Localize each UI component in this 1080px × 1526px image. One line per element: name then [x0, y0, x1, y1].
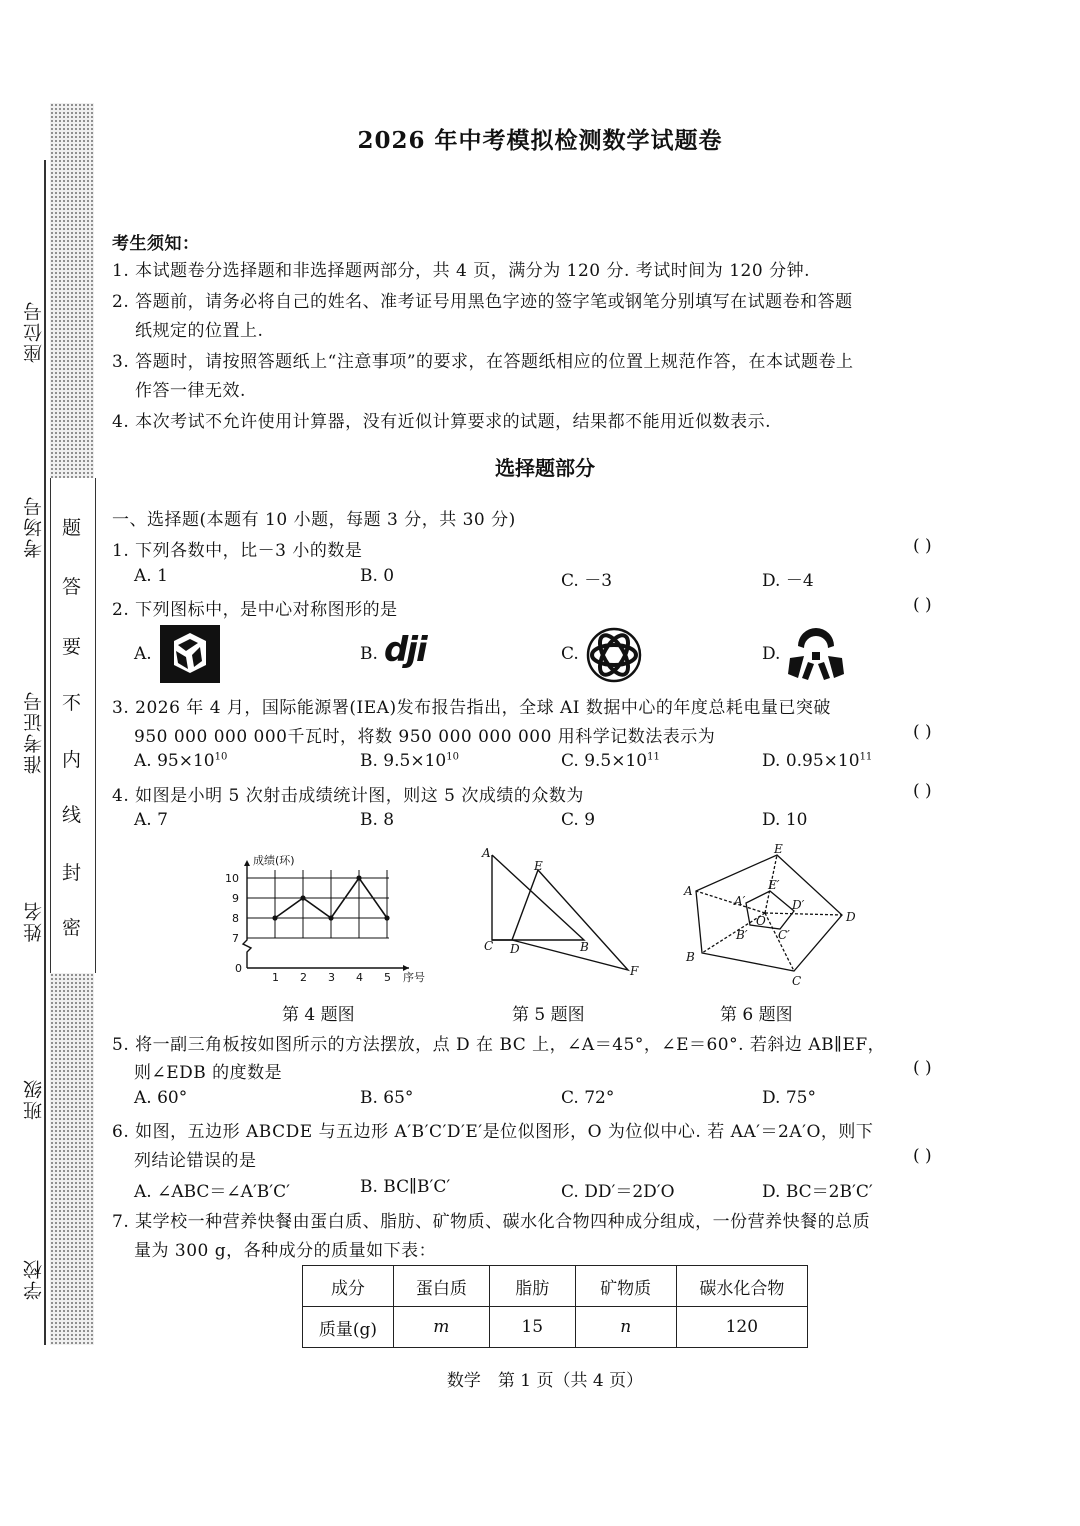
q5-option-d: D. 75°: [762, 1088, 816, 1108]
y-tick-label: 7: [232, 932, 239, 945]
q6-answer-paren: ( ): [913, 1146, 932, 1166]
table-cell: 15: [489, 1307, 575, 1348]
seal-char: 封: [62, 862, 82, 884]
q4-option-b: B. 8: [360, 810, 395, 830]
name-label: 姓名: [23, 900, 45, 942]
fig6-label-B-prime: B′: [736, 928, 748, 942]
exam-room-label: 考场号: [23, 495, 45, 558]
q4-answer-paren: ( ): [913, 781, 932, 801]
q5-stem-line2: 则∠EDB 的度数是: [134, 1063, 283, 1083]
notice-item-4: 4. 本次考试不允许使用计算器，没有近似计算要求的试题，结果都不能用近似数表示.: [112, 412, 772, 432]
seat-number-label: 座位号: [23, 300, 45, 363]
q3-option-c: C. $9.5\times 10^{11}$: [561, 751, 660, 771]
data-point: [300, 895, 305, 900]
fig5-caption: 第 5 题图: [512, 1005, 585, 1025]
fig6-label-B: B: [686, 950, 695, 964]
notice-item-2: 2. 答题前，请务必将自己的姓名、准考证号用黑色字迹的签字笔或钢笔分别填写在试题卷和答题: [112, 292, 853, 312]
table-cell: 蛋白质: [393, 1266, 489, 1307]
q5-option-c: C. 72°: [561, 1088, 615, 1108]
score-line-chart: [225, 848, 445, 983]
table-cell: 成分: [303, 1266, 394, 1307]
fig6-label-A-prime: A′: [734, 894, 746, 908]
q4-option-a: A. 7: [134, 810, 168, 830]
x-tick-label: 1: [272, 971, 279, 983]
y-tick-label: 9: [232, 892, 239, 905]
fig5-label-B: B: [580, 940, 589, 954]
homothetic-pentagons-figure: [682, 843, 862, 991]
y-tick-label: 8: [232, 912, 239, 925]
data-point: [328, 915, 333, 920]
binding-seal-box: [50, 478, 96, 973]
q2-option-a: A.: [134, 644, 152, 664]
table-cell: 脂肪: [489, 1266, 575, 1307]
q6-option-d: D. BC＝2B′C′: [762, 1182, 873, 1202]
q3-option-b: B. $9.5\times 10^{10}$: [360, 751, 459, 771]
q1-option-d: D. －4: [762, 571, 814, 591]
q2-option-b: B.: [360, 644, 378, 664]
chart-title: 成绩(环): [253, 854, 295, 867]
q3-option-a: A. $95\times 10^{10}$: [134, 751, 228, 771]
q4-option-d: D. 10: [762, 810, 808, 830]
q5-option-a: A. 60°: [134, 1088, 188, 1108]
q6-stem-line2: 列结论错误的是: [134, 1151, 257, 1171]
table-row: [303, 1307, 808, 1348]
seal-char: 线: [62, 804, 82, 826]
q6-stem-line1: 6. 如图，五边形 ABCDE 与五边形 A′B′C′D′E′是位似图形，O 为位似中心. 若 AA′＝2A′O，则下: [112, 1122, 874, 1142]
hexagon-logo-icon: [160, 625, 220, 683]
data-point: [272, 915, 277, 920]
binding-strip-bottom: [50, 973, 94, 1345]
q3-stem-line2: 950 000 000 000千瓦时，将数 950 000 000 000 用科学记数法表示为: [134, 727, 716, 747]
seal-char: 题: [62, 517, 82, 539]
q6-option-a: A. ∠ABC＝∠A′B′C′: [134, 1182, 291, 1202]
nutrition-table: [302, 1265, 808, 1348]
origin-label: 0: [235, 962, 242, 975]
fig6-label-D-prime: D′: [792, 898, 805, 912]
binding-strip-top: [50, 103, 94, 478]
q1-stem: 1. 下列各数中，比－3 小的数是: [112, 541, 363, 561]
table-row: [303, 1266, 808, 1307]
seal-char: 内: [62, 749, 82, 771]
class-label: 班级: [23, 1078, 45, 1120]
x-tick-label: 4: [356, 971, 363, 983]
q3-option-d: D. $0.95\times 10^{11}$: [762, 751, 873, 771]
fig6-label-O: O: [756, 914, 766, 928]
seal-char: 不: [62, 692, 82, 714]
admission-number-label: 准考证号: [23, 690, 45, 774]
q3-answer-paren: ( ): [913, 722, 932, 742]
q5-answer-paren: ( ): [913, 1058, 932, 1078]
q3-stem-line1: 3. 2026 年 4 月，国际能源署(IEA)发布报告指出，全球 AI 数据中心的年度总耗电量已突破: [112, 698, 831, 718]
q7-stem-line2: 量为 300 g，各种成分的质量如下表：: [134, 1241, 437, 1261]
q2-stem: 2. 下列图标中，是中心对称图形的是: [112, 600, 398, 620]
table-cell: m: [393, 1307, 489, 1348]
section-title: 选择题部分: [495, 456, 595, 480]
table-cell: 质量(g): [303, 1307, 394, 1348]
triangle-set-figure: [478, 845, 648, 985]
notice-item-1: 1. 本试题卷分选择题和非选择题两部分，共 4 页，满分为 120 分. 考试时间为 120 分钟.: [112, 261, 810, 281]
q4-option-c: C. 9: [561, 810, 596, 830]
q2-option-d: D.: [762, 644, 781, 664]
table-cell: 碳水化合物: [676, 1266, 807, 1307]
radial-logo-icon: [786, 628, 846, 682]
y-tick-label: 10: [225, 872, 239, 885]
notice-item-3-cont: 作答一律无效.: [135, 381, 246, 401]
table-cell: n: [575, 1307, 676, 1348]
fig6-label-A: A: [684, 884, 693, 898]
q2-option-c: C.: [561, 644, 579, 664]
fig4-caption: 第 4 题图: [282, 1005, 355, 1025]
fig5-label-D: D: [510, 942, 520, 956]
q1-option-c: C. －3: [561, 571, 613, 591]
q1-answer-paren: ( ): [913, 536, 932, 556]
data-point: [356, 875, 361, 880]
fig6-label-C: C: [792, 974, 802, 988]
seal-char: 要: [62, 636, 82, 658]
q5-stem-line1: 5. 将一副三角板按如图所示的方法摆放，点 D 在 BC 上，∠A＝45°，∠E＝60°. 若斜边 AB∥EF，: [112, 1035, 886, 1055]
dji-logo-icon: dji: [384, 630, 426, 670]
notice-item-2-cont: 纸规定的位置上.: [135, 321, 264, 341]
fig5-label-C: C: [484, 939, 494, 953]
fig6-label-E: E: [774, 843, 783, 856]
fig6-label-E-prime: E′: [768, 878, 780, 892]
q6-option-c: C. DD′＝2D′O: [561, 1182, 675, 1202]
notice-item-3: 3. 答题时，请按照答题纸上“注意事项”的要求，在答题纸相应的位置上规范作答，在本试题卷上: [112, 352, 854, 372]
x-tick-label: 3: [328, 971, 335, 983]
seal-char: 答: [62, 576, 82, 598]
fig5-label-F: F: [630, 964, 639, 978]
page-footer: 数学 第 1 页（共 4 页）: [446, 1371, 644, 1391]
seal-char: 密: [62, 917, 82, 939]
fig6-label-C-prime: C′: [778, 928, 790, 942]
knot-logo-icon: [584, 625, 644, 685]
q1-option-a: A. 1: [134, 566, 168, 586]
x-axis-label: 序号: [403, 971, 425, 983]
x-tick-label: 5: [384, 971, 391, 983]
q5-option-b: B. 65°: [360, 1088, 414, 1108]
y-axis-arrow: [244, 860, 250, 866]
q4-stem: 4. 如图是小明 5 次射击成绩统计图，则这 5 次成绩的众数为: [112, 786, 584, 806]
q6-option-b: B. BC∥B′C′: [360, 1177, 451, 1197]
exam-title: 2026 年中考模拟检测数学试题卷: [357, 127, 723, 154]
q1-option-b: B. 0: [360, 566, 395, 586]
x-tick-label: 2: [300, 971, 307, 983]
notice-heading: 考生须知：: [112, 234, 200, 254]
fig6-label-D: D: [846, 910, 856, 924]
y-axis: [243, 864, 251, 968]
fig6-caption: 第 6 题图: [720, 1005, 793, 1025]
part1-header: 一、选择题(本题有 10 小题，每题 3 分，共 30 分): [112, 510, 516, 530]
fig5-label-A: A: [482, 846, 491, 860]
table-cell: 矿物质: [575, 1266, 676, 1307]
fig5-label-E: E: [534, 859, 543, 873]
table-cell: 120: [676, 1307, 807, 1348]
school-label: 学校: [23, 1258, 45, 1300]
q7-stem-line1: 7. 某学校一种营养快餐由蛋白质、脂肪、矿物质、碳水化合物四种成分组成，一份营养快餐的总质: [112, 1212, 871, 1232]
q2-answer-paren: ( ): [913, 595, 932, 615]
data-point: [384, 915, 389, 920]
